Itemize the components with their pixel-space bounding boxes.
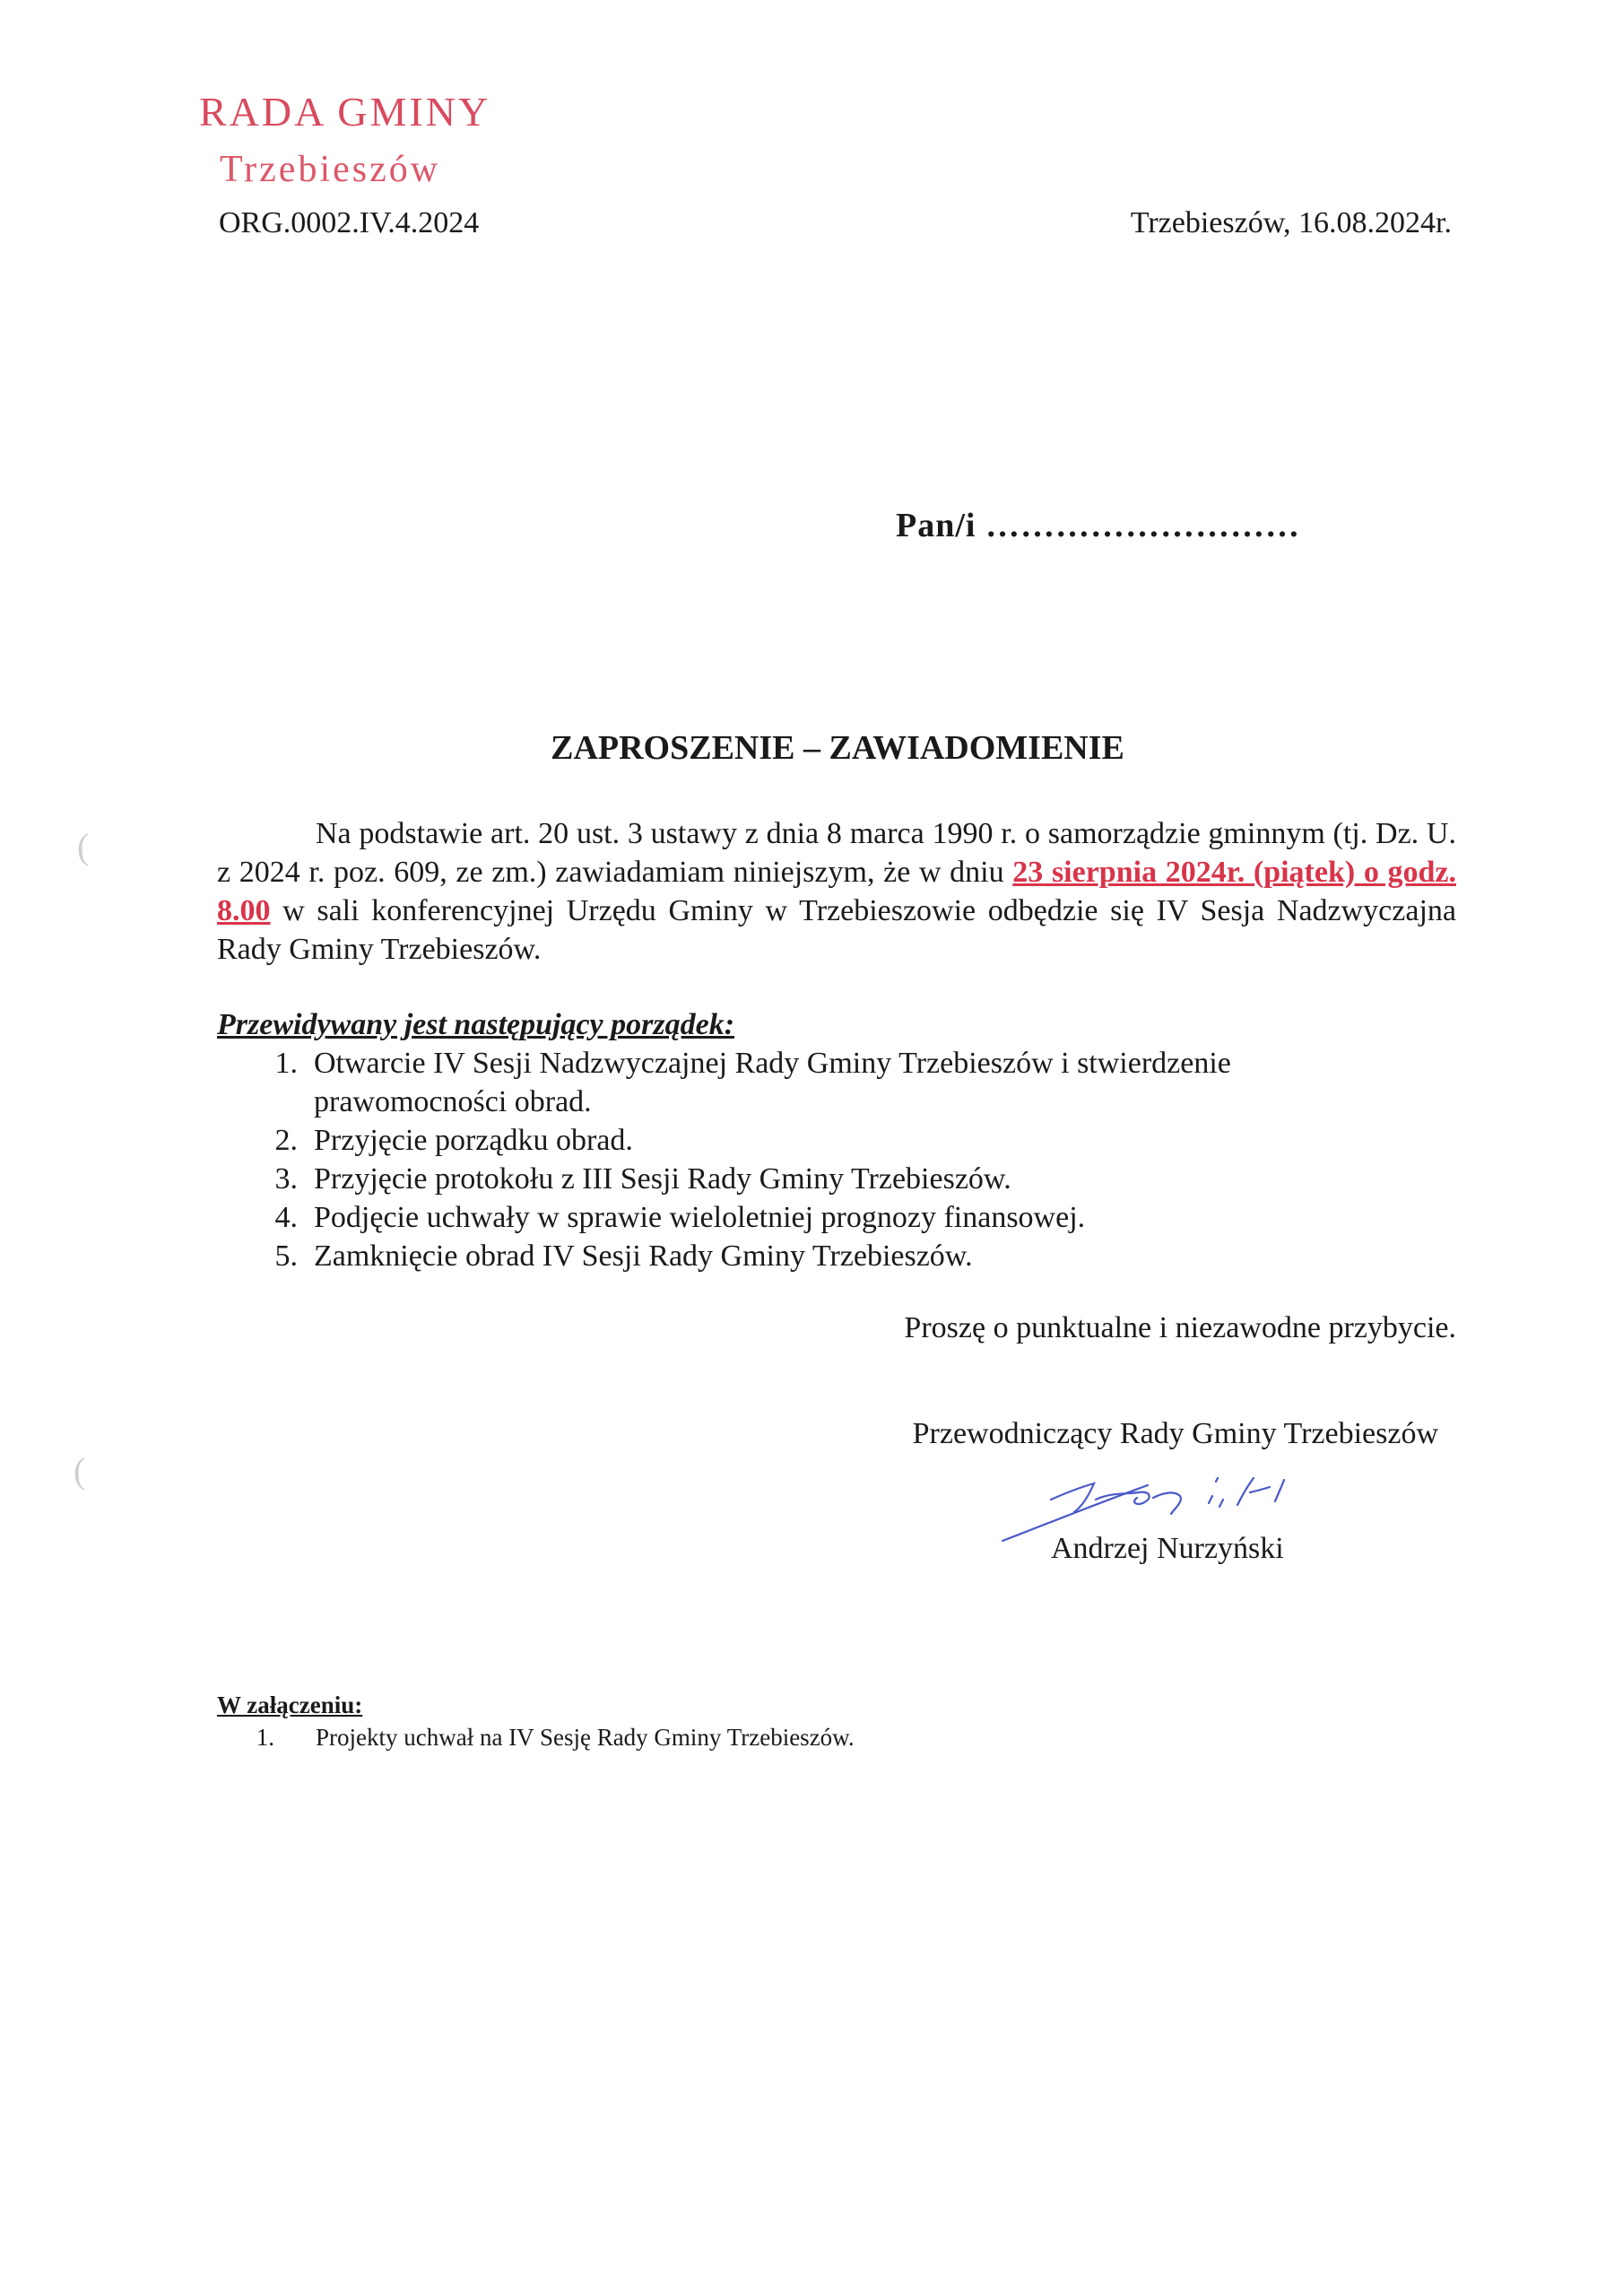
scan-mark: ( <box>74 1450 86 1491</box>
reference-number: ORG.0002.IV.4.2024 <box>219 206 480 239</box>
closing-sentence: Proszę o punktualne i niezawodne przybycie. <box>904 1311 1456 1344</box>
session-date-highlight: 23 sierpnia 2024r. (piątek) o godz. 8.00 <box>217 856 1457 927</box>
agenda-heading: Przewidywany jest następujący porządek: <box>217 1008 735 1041</box>
signatory-name: Andrzej Nurzyński <box>1051 1532 1284 1565</box>
stamp-line-municipality: Trzebieszów <box>220 149 441 190</box>
agenda-item-number: 1. <box>274 1047 298 1080</box>
body-text-part1: Na podstawie art. 20 ust. 3 ustawy z dnia 8 marca 1990 r. o samorządzie gminnym (tj. Dz. U. z 2024 r. poz. 609, ze zm.) zawiadamiam niniejszym, że w dniu <box>217 817 1456 889</box>
agenda-item <box>260 1160 1336 1198</box>
agenda-item-number: 3. <box>274 1162 298 1196</box>
agenda-item-text: Podjęcie uchwały w sprawie wieloletniej prognozy finansowej. <box>314 1201 1086 1234</box>
agenda-item-number: 4. <box>274 1201 298 1234</box>
scan-mark: ( <box>77 826 90 866</box>
recipient-line: Pan/i ……………………… <box>896 507 1300 544</box>
agenda-item-number: 2. <box>274 1124 298 1157</box>
document-title: ZAPROSZENIE – ZAWIADOMIENIE <box>551 729 1124 767</box>
agenda-item-text: Otwarcie IV Sesji Nadzwyczajnej Rady Gminy Trzebieszów i stwierdzenie prawomocności obrad. <box>314 1047 1231 1118</box>
body-paragraph <box>217 814 1456 969</box>
agenda-item <box>260 1044 1336 1121</box>
agenda-item-text: Przyjęcie porządku obrad. <box>314 1124 633 1157</box>
agenda-item <box>260 1237 1336 1275</box>
signatory-title: Przewodniczący Rady Gminy Trzebieszów <box>912 1417 1438 1450</box>
place-and-date: Trzebieszów, 16.08.2024r. <box>1130 206 1452 239</box>
attachments-heading: W załączeniu: <box>217 1692 363 1718</box>
agenda-item <box>260 1121 1336 1160</box>
agenda-item-text: Zamknięcie obrad IV Sesji Rady Gminy Trzebieszów. <box>314 1239 973 1273</box>
attachment-item-text: Projekty uchwał na IV Sesję Rady Gminy Trzebieszów. <box>316 1724 855 1751</box>
attachment-item-number: 1. <box>256 1724 274 1751</box>
body-text-part2: w sali konferencyjnej Urzędu Gminy w Trzebieszowie odbędzie się IV Sesja Nadzwyczajna Rady Gminy Trzebieszów. <box>217 894 1456 966</box>
stamp-line-council: RADA GMINY <box>199 89 491 135</box>
agenda-item-text: Przyjęcie protokołu z III Sesji Rady Gminy Trzebieszów. <box>314 1162 1011 1196</box>
agenda-list <box>260 1044 1336 1275</box>
agenda-item <box>260 1198 1336 1237</box>
attachment-item <box>249 1724 855 1752</box>
agenda-item-number: 5. <box>274 1239 298 1273</box>
attachments-list <box>249 1724 855 1752</box>
